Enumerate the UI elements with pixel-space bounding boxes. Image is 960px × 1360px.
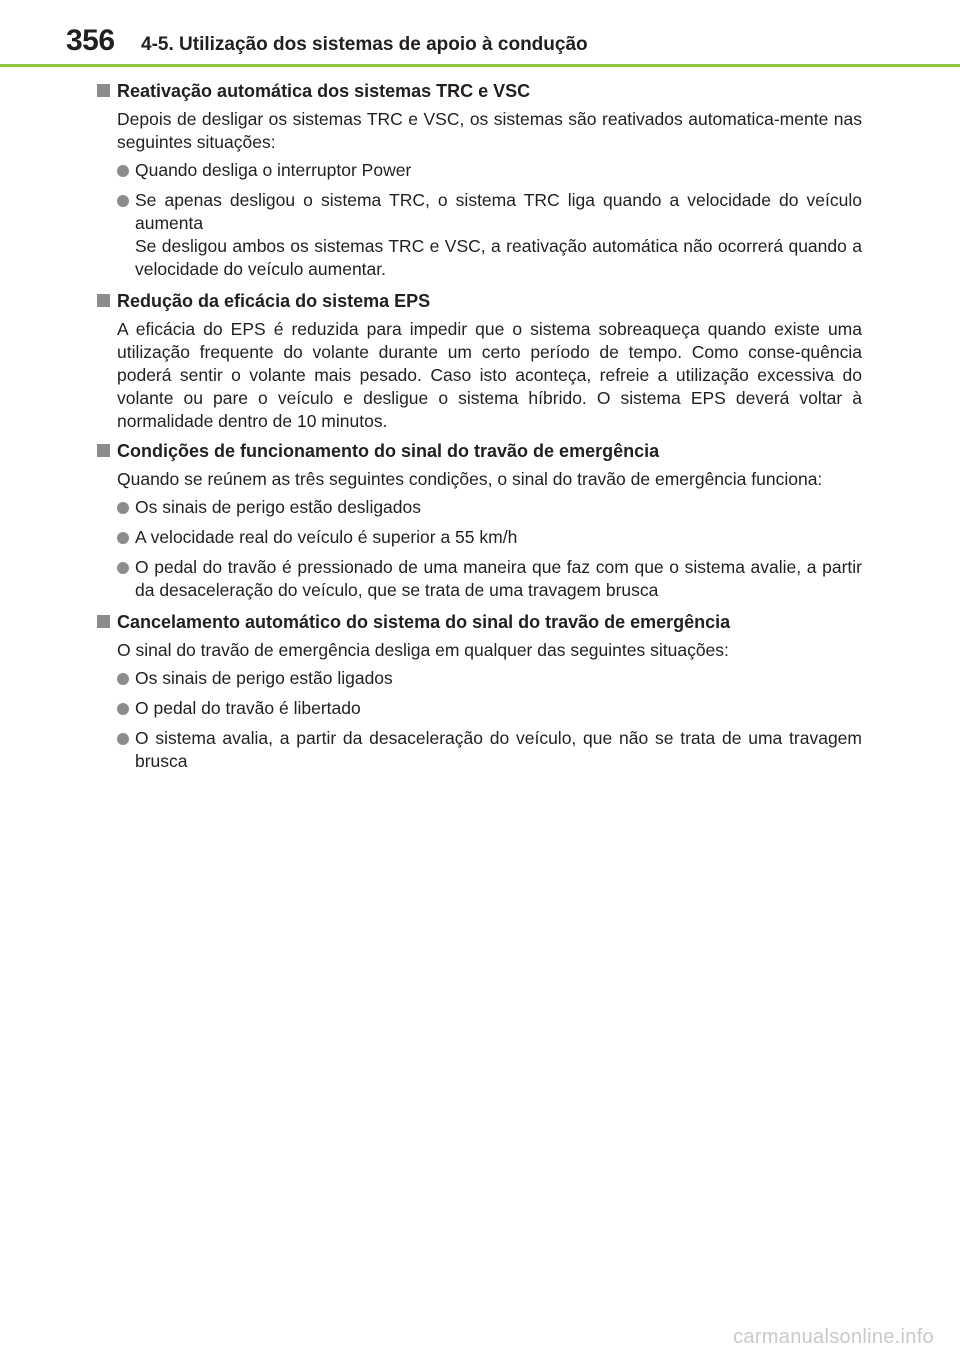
site-watermark: carmanualsonline.info [733, 1326, 934, 1348]
section-heading [96, 288, 862, 314]
round-bullet-icon [117, 562, 129, 574]
list-item [117, 159, 862, 182]
list-item [117, 556, 862, 602]
list-item-text: Os sinais de perigo estão ligados [135, 668, 393, 688]
section-heading-text: Redução da eficácia do sistema EPS [117, 291, 431, 311]
bullet-list [117, 667, 862, 773]
list-item-text: Se apenas desligou o sistema TRC, o sistema TRC liga quando a velocidade do veículo aumenta [135, 190, 862, 233]
section-heading [96, 438, 862, 464]
section-trc-vsc-reactivation [96, 78, 862, 281]
page-content [96, 78, 862, 780]
section-paragraph: O sinal do travão de emergência desliga em qualquer das seguintes situações: [117, 640, 729, 660]
square-bullet-icon [97, 615, 110, 628]
round-bullet-icon [117, 703, 129, 715]
section-heading [96, 609, 862, 635]
list-item [117, 496, 862, 519]
section-paragraph: A eficácia do EPS é reduzida para impedir que o sistema sobreaqueça quando existe uma utilização frequente do volante durante um certo período de tempo. Como conse-quência poderá sentir o volante mais pesado. Caso isto aconteça, refreie a utilização excessiva do volante ou pare o veículo e desligue o sistema híbrido. O sistema EPS deverá voltar à normalidade dentro de 10 minutos. [117, 319, 862, 431]
square-bullet-icon [97, 294, 110, 307]
list-item-text: O pedal do travão é libertado [135, 698, 361, 718]
header-divider [0, 64, 960, 67]
page-header [0, 0, 960, 70]
list-item [117, 526, 862, 549]
list-item [117, 697, 862, 720]
section-eps-reduction [96, 288, 862, 433]
section-heading-text: Cancelamento automático do sistema do sinal do travão de emergência [117, 612, 731, 632]
list-item-text: O pedal do travão é pressionado de uma maneira que faz com que o sistema avalie, a partir da desaceleração do veículo, que se trata de uma travagem brusca [135, 557, 862, 600]
bullet-list [117, 496, 862, 602]
chapter-title: 4-5. Utilização dos sistemas de apoio à condução [141, 34, 588, 55]
square-bullet-icon [97, 444, 110, 457]
section-emergency-brake-signal-conditions [96, 438, 862, 602]
list-item-text: A velocidade real do veículo é superior a 55 km/h [135, 527, 518, 547]
list-item-text: O sistema avalia, a partir da desaceleração do veículo, que não se trata de uma travagem brusca [135, 728, 862, 771]
page-number: 356 [66, 24, 115, 57]
section-paragraph: Depois de desligar os sistemas TRC e VSC, os sistemas são reativados automatica-mente nas seguintes situações: [117, 109, 862, 152]
section-paragraph: Quando se reúnem as três seguintes condições, o sinal do travão de emergência funciona: [117, 469, 823, 489]
round-bullet-icon [117, 673, 129, 685]
list-item [117, 189, 862, 281]
round-bullet-icon [117, 165, 129, 177]
bullet-list [117, 159, 862, 281]
section-heading-text: Condições de funcionamento do sinal do travão de emergência [117, 441, 660, 461]
section-heading-text: Reativação automática dos sistemas TRC e VSC [117, 81, 531, 101]
list-item-text: Quando desliga o interruptor Power [135, 160, 412, 180]
list-item-text: Se desligou ambos os sistemas TRC e VSC, a reativação automática não ocorrerá quando a velocidade do veículo aumentar. [135, 236, 862, 279]
list-item-text: Os sinais de perigo estão desligados [135, 497, 422, 517]
round-bullet-icon [117, 502, 129, 514]
list-item [117, 727, 862, 773]
list-item [117, 667, 862, 690]
section-heading [96, 78, 862, 104]
round-bullet-icon [117, 532, 129, 544]
square-bullet-icon [97, 84, 110, 97]
round-bullet-icon [117, 733, 129, 745]
section-emergency-brake-signal-cancel [96, 609, 862, 773]
round-bullet-icon [117, 195, 129, 207]
